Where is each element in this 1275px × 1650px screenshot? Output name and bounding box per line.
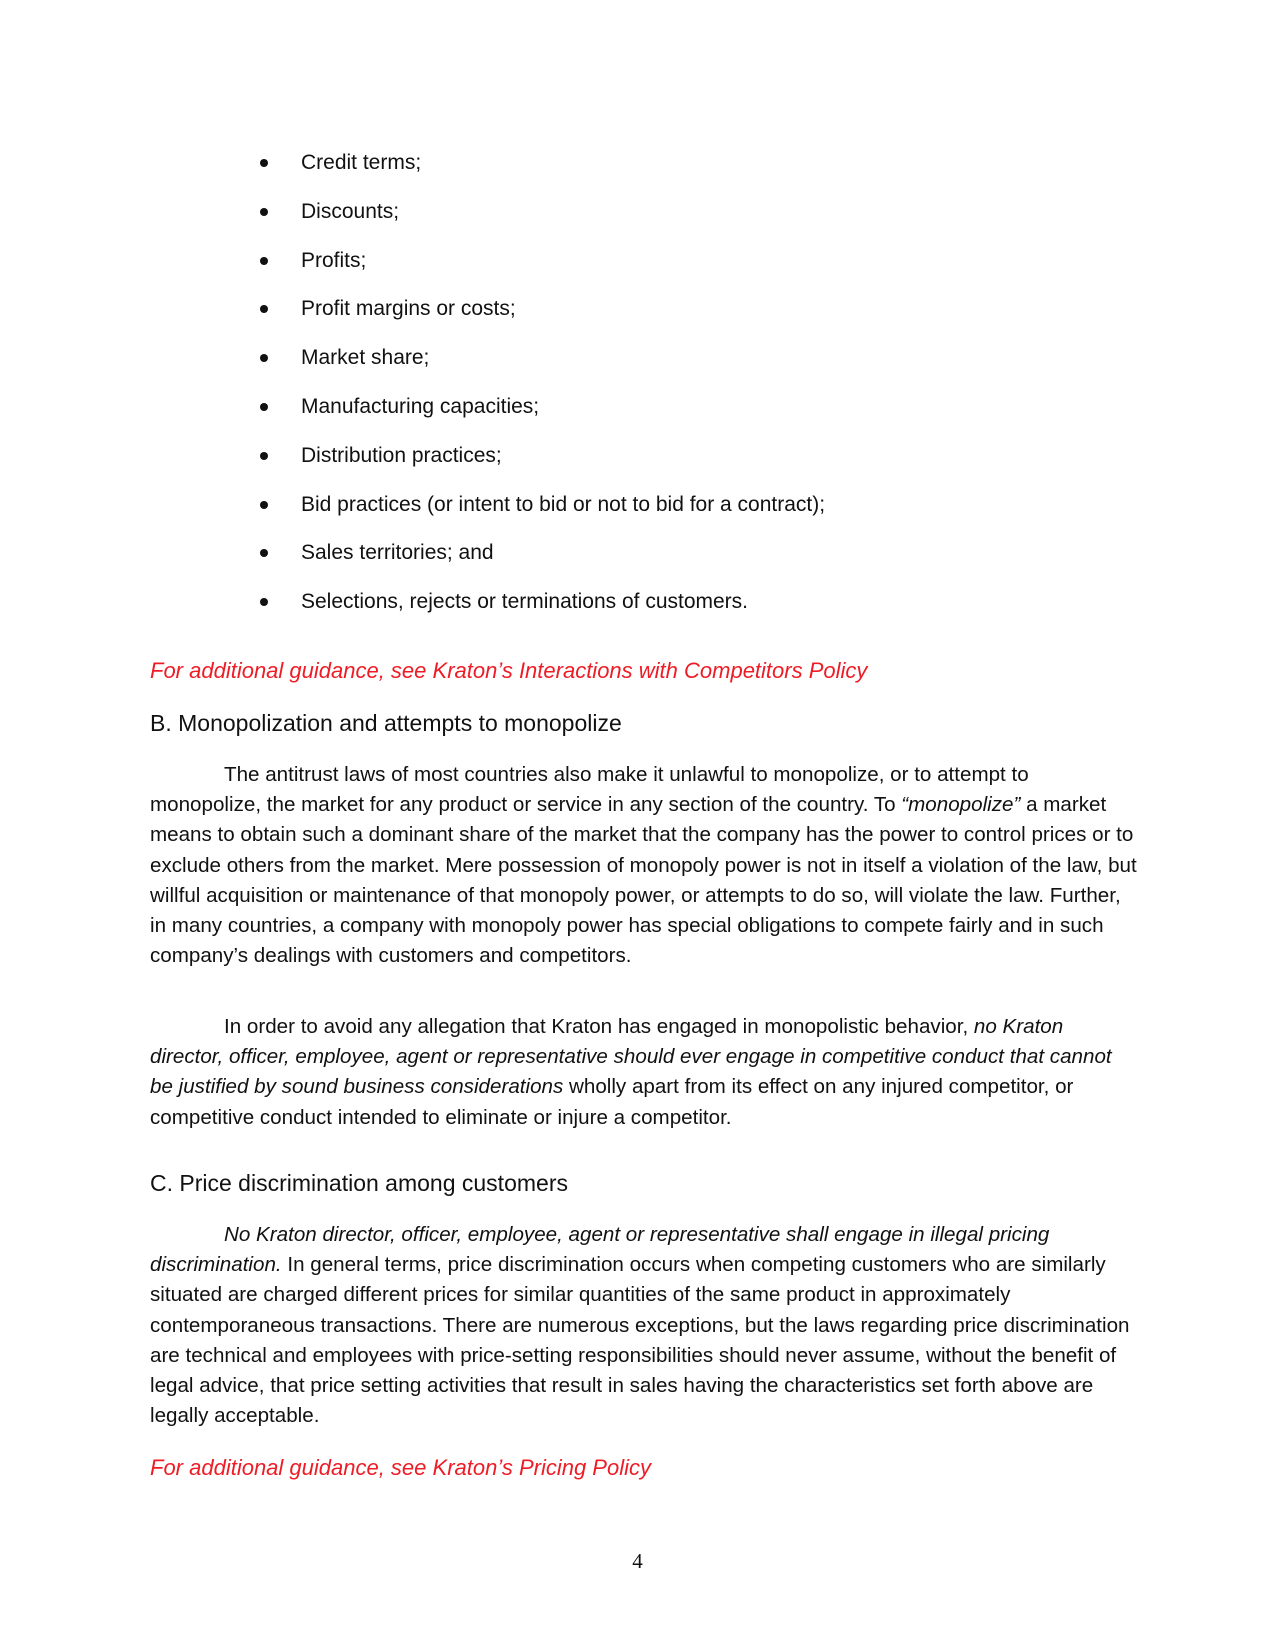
bullet-icon [260, 501, 268, 509]
bullet-icon [260, 159, 268, 167]
bullet-icon [260, 598, 268, 606]
list-item: Bid practices (or intent to bid or not to bid for a contract); [258, 492, 1158, 541]
list-item: Distribution practices; [258, 443, 1158, 492]
bullet-icon [260, 354, 268, 362]
list-item: Profits; [258, 248, 1158, 297]
list-item: Profit margins or costs; [258, 296, 1158, 345]
section-c-heading: C. Price discrimination among customers [150, 1170, 568, 1196]
bullet-icon [260, 403, 268, 411]
pricing-policy-guidance: For additional guidance, see Kraton’s Pricing Policy [150, 1455, 651, 1480]
list-item: Credit terms; [258, 150, 1158, 199]
bullet-icon [260, 257, 268, 265]
section-b-heading: B. Monopolization and attempts to monopolize [150, 710, 622, 736]
bullet-list [258, 150, 1158, 638]
list-item: Selections, rejects or terminations of customers. [258, 589, 1158, 638]
bullet-icon [260, 208, 268, 216]
list-item: Market share; [258, 345, 1158, 394]
list-item: Manufacturing capacities; [258, 394, 1158, 443]
section-b-paragraph-2: In order to avoid any allegation that Kraton has engaged in monopolistic behavior, no Kraton director, officer, employee, agent or representative should ever engage in competitive conduct that cannot be justified by sound business considerations wholly apart from its effect on any injured competitor, or competitive conduct intended to eliminate or injure a competitor. [150, 1015, 1112, 1129]
list-item: Discounts; [258, 199, 1158, 248]
bullet-icon [260, 452, 268, 460]
bullet-icon [260, 549, 268, 557]
competitors-policy-guidance: For additional guidance, see Kraton’s Interactions with Competitors Policy [150, 658, 868, 683]
section-c-paragraph-1: No Kraton director, officer, employee, agent or representative shall engage in illegal pricing discrimination. In general terms, price discrimination occurs when competing customers who are similarly situated are charged different prices for similar quantities of the same product in approximately contemporaneous transactions. There are numerous exceptions, but the laws regarding price discrimination are technical and employees with price-setting responsibilities should never assume, without the benefit of legal advice, that price setting activities that result in sales having the characteristics set forth above are legally acceptable. [150, 1223, 1130, 1428]
page-number: 4 [632, 1549, 643, 1573]
section-b-paragraph-1: The antitrust laws of most countries also make it unlawful to monopolize, or to attempt to monopolize, the market for any product or service in any section of the country. To “monopolize” a market means to obtain such a dominant share of the market that the company has the power to control prices or to exclude others from the market. Mere possession of monopoly power is not in itself a violation of the law, but willful acquisition or maintenance of that monopoly power, or attempts to do so, will violate the law. Further, in many countries, a company with monopoly power has special obligations to compete fairly and in such company’s dealings with customers and competitors. [150, 763, 1137, 968]
bullet-icon [260, 305, 268, 313]
list-item: Sales territories; and [258, 540, 1158, 589]
